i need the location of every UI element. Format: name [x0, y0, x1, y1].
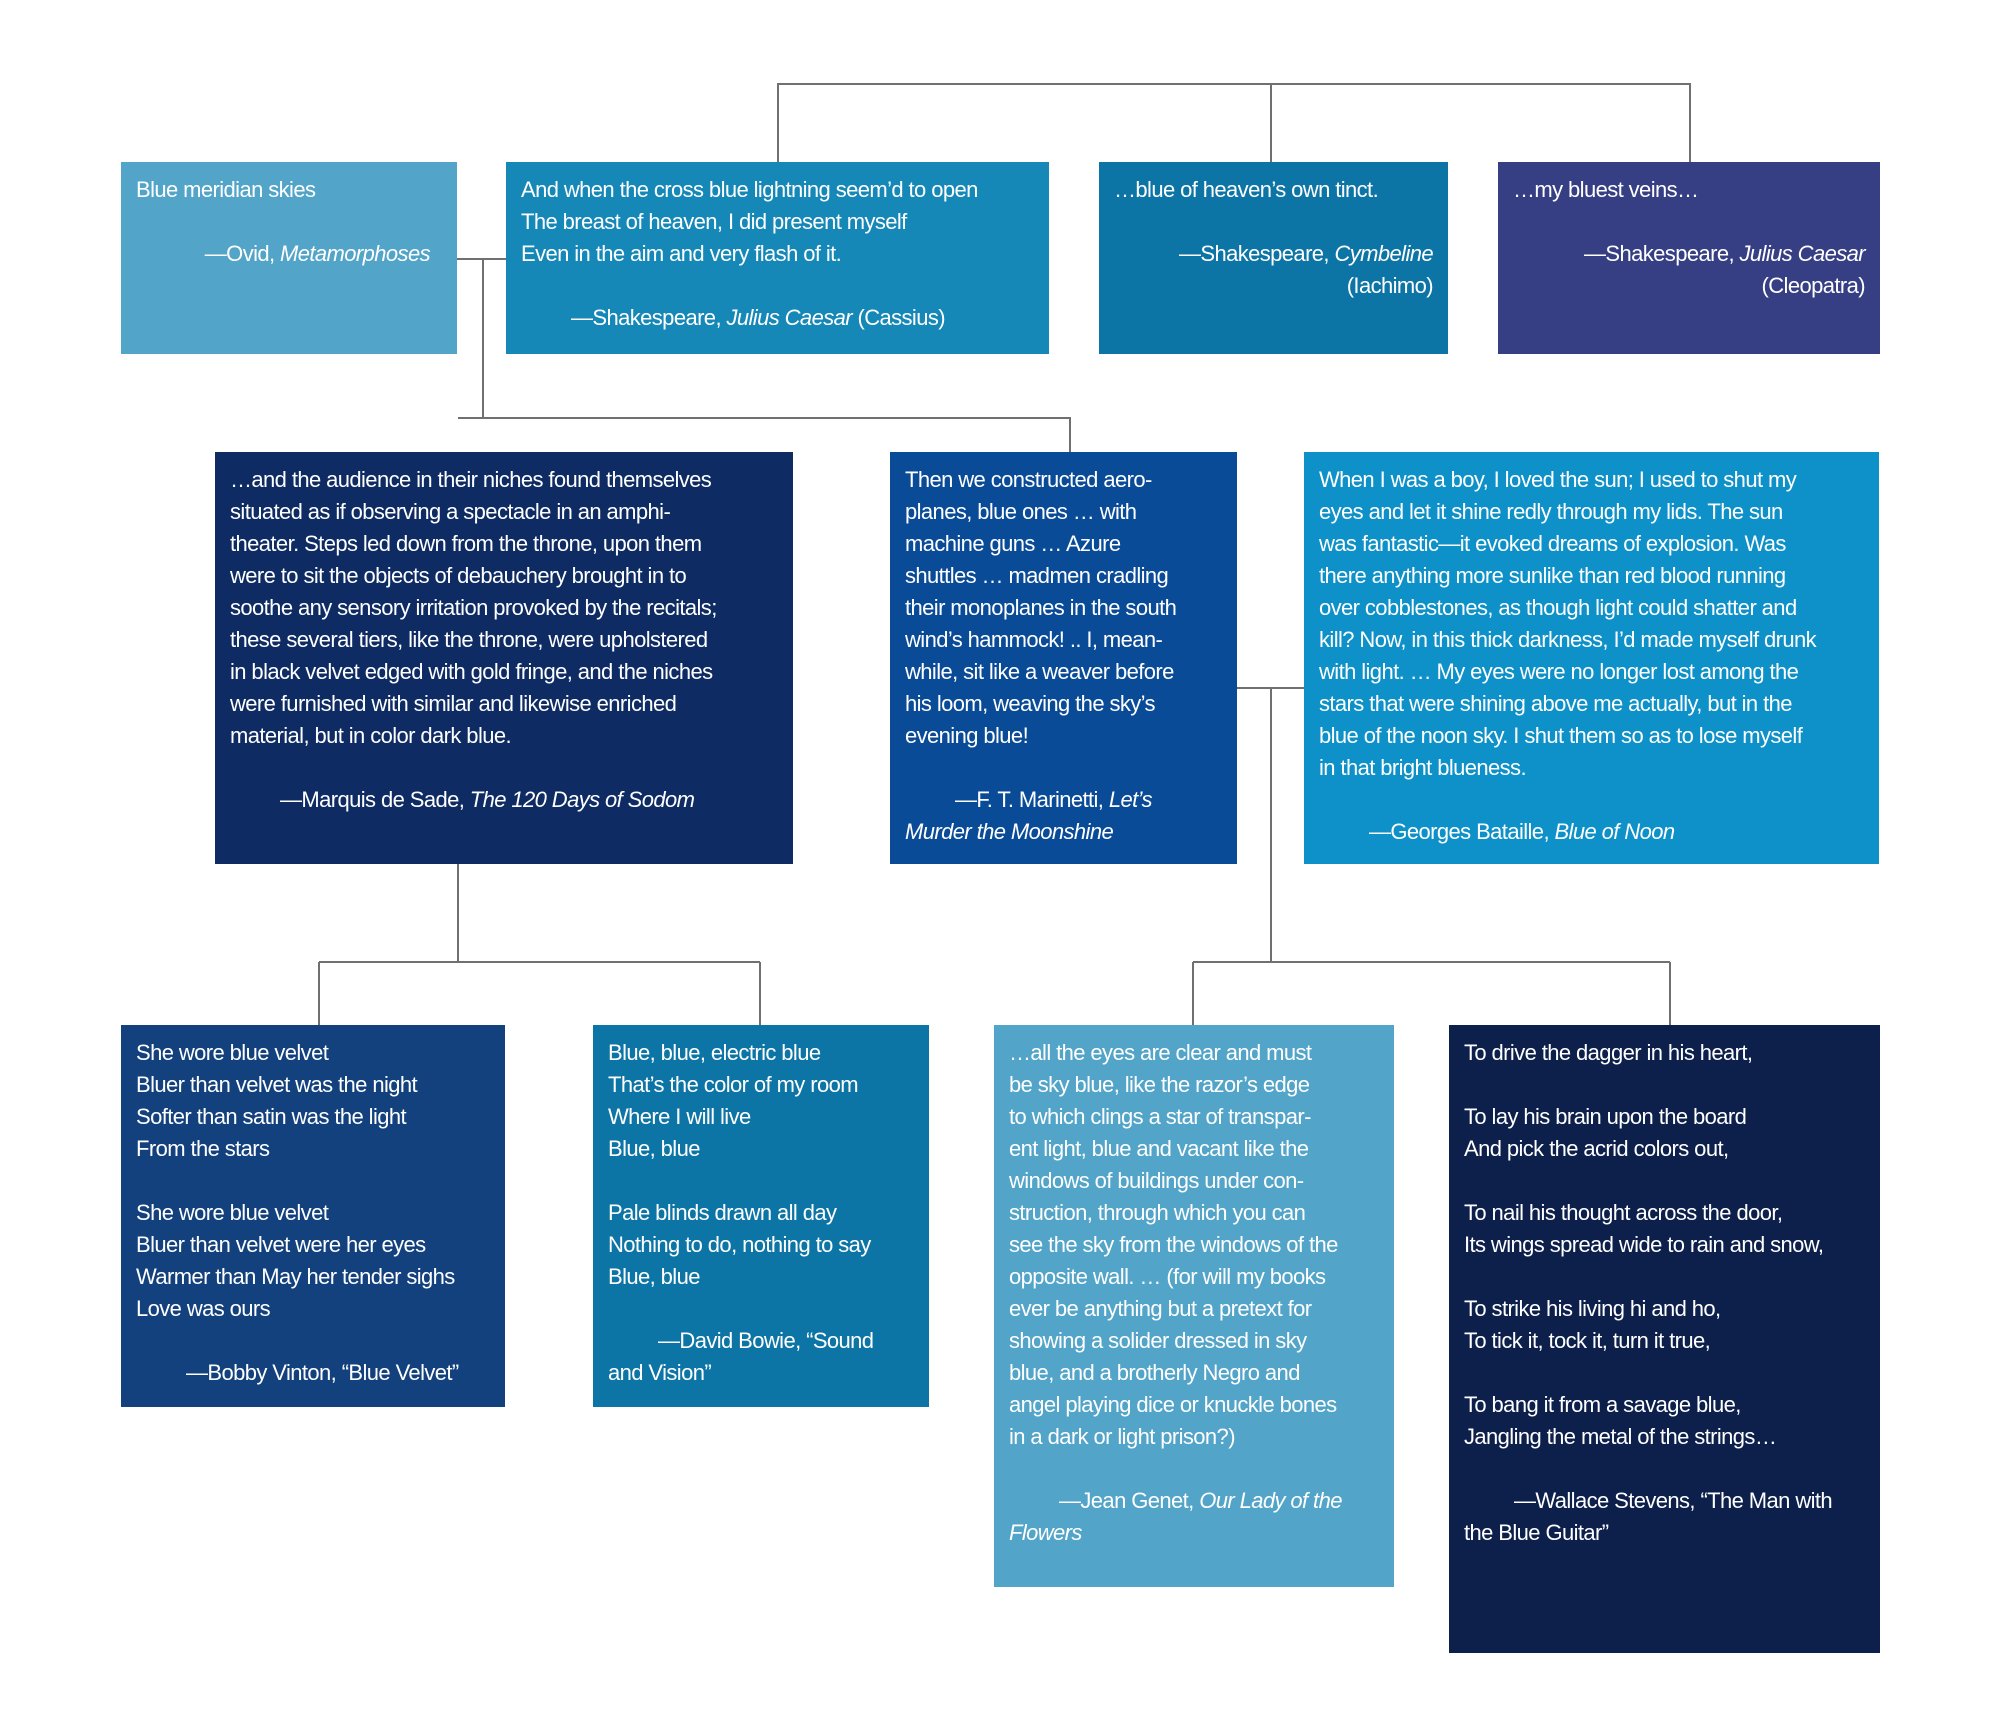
- quote-line: Blue, blue: [608, 1264, 700, 1289]
- quote-line: [1464, 1261, 1865, 1293]
- quote-line: there anything more sunlike than red blood running: [1319, 563, 1786, 588]
- attribution-continued: and Vision”: [608, 1360, 712, 1385]
- quote-line: To strike his living hi and ho,: [1464, 1296, 1721, 1321]
- quote-line: …my bluest veins…: [1513, 177, 1699, 202]
- quote-lines: [1114, 174, 1433, 206]
- quote-lines: [608, 1037, 914, 1293]
- quote-line: shuttles … madmen cradling: [905, 563, 1169, 588]
- quote-line: were to sit the objects of debauchery brought in to: [230, 563, 687, 588]
- quote-line: When I was a boy, I loved the sun; I used to shut my: [1319, 467, 1797, 492]
- quote-line: were furnished with similar and likewise enriched: [230, 691, 677, 716]
- quote-lines: [1513, 174, 1865, 206]
- quote-line: That’s the color of my room: [608, 1072, 858, 1097]
- quote-line: theater. Steps led down from the throne, upon them: [230, 531, 702, 556]
- quote-box-marinetti: [890, 452, 1237, 864]
- quote-box-vinton: [121, 1025, 505, 1407]
- quote-box-bataille: [1304, 452, 1879, 864]
- quote-box-genet: [994, 1025, 1394, 1587]
- quote-line: angel playing dice or knuckle bones: [1009, 1392, 1337, 1417]
- attribution: —David Bowie, “Sound: [658, 1328, 874, 1353]
- quote-box-julius-caesar-cassius: [506, 162, 1049, 354]
- quote-line: in that bright blueness.: [1319, 755, 1526, 780]
- quote-line: blue, and a brotherly Negro and: [1009, 1360, 1300, 1385]
- quote-line: To bang it from a savage blue,: [1464, 1392, 1741, 1417]
- quote-line: Blue meridian skies: [136, 177, 316, 202]
- attribution: —Marquis de Sade, The 120 Days of Sodom: [280, 787, 695, 812]
- attribution: —Georges Bataille, Blue of Noon: [1369, 819, 1675, 844]
- quote-lines: [1319, 464, 1864, 784]
- quote-line: [1464, 1069, 1865, 1101]
- quote-line: see the sky from the windows of the: [1009, 1232, 1338, 1257]
- quote-line: To lay his brain upon the board: [1464, 1104, 1747, 1129]
- connector-sade-bottom: [319, 864, 760, 1025]
- quote-line: Then we constructed aero-: [905, 467, 1152, 492]
- attribution: —Jean Genet, Our Lady of the: [1059, 1488, 1342, 1513]
- quote-box-sade: [215, 452, 793, 864]
- quote-line: in black velvet edged with gold fringe, and the niches: [230, 659, 713, 684]
- quote-lines: [1009, 1037, 1379, 1453]
- quote-line: Bluer than velvet were her eyes: [136, 1232, 426, 1257]
- quote-line: eyes and let it shine redly through my lids. The sun: [1319, 499, 1783, 524]
- quote-line: Love was ours: [136, 1296, 271, 1321]
- quote-line: Its wings spread wide to rain and snow,: [1464, 1232, 1824, 1257]
- quote-line: And when the cross blue lightning seem’d to open: [521, 177, 978, 202]
- quote-line: soothe any sensory irritation provoked by the recitals;: [230, 595, 717, 620]
- quote-line: To tick it, tock it, turn it true,: [1464, 1328, 1711, 1353]
- quote-line: To nail his thought across the door,: [1464, 1200, 1783, 1225]
- quote-line: wind’s hammock! .. I, mean-: [905, 627, 1163, 652]
- attribution-title-continued: Flowers: [1009, 1520, 1082, 1545]
- quote-line: windows of buildings under con-: [1009, 1168, 1304, 1193]
- quote-line: Bluer than velvet was the night: [136, 1072, 418, 1097]
- attribution-title-continued: Murder the Moonshine: [905, 819, 1114, 844]
- quote-line: their monoplanes in the south: [905, 595, 1177, 620]
- attribution: —Shakespeare, Cymbeline: [1178, 241, 1433, 266]
- quote-line: [1464, 1165, 1865, 1197]
- quote-line: material, but in color dark blue.: [230, 723, 512, 748]
- quote-line: …blue of heaven’s own tinct.: [1114, 177, 1379, 202]
- quote-line: ever be anything but a pretext for: [1009, 1296, 1312, 1321]
- quote-line: …and the audience in their niches found themselves: [230, 467, 712, 492]
- attribution: —Wallace Stevens, “The Man with: [1514, 1488, 1833, 1513]
- quote-line: Warmer than May her tender sighs: [136, 1264, 455, 1289]
- quote-line: opposite wall. … (for will my books: [1009, 1264, 1326, 1289]
- connector-top: [778, 84, 1690, 162]
- quote-line: Softer than satin was the light: [136, 1104, 407, 1129]
- quote-line: while, sit like a weaver before: [905, 659, 1174, 684]
- quote-line: with light. … My eyes were no longer lost among the: [1319, 659, 1799, 684]
- quote-line: …all the eyes are clear and must: [1009, 1040, 1312, 1065]
- attribution: —Shakespeare, Julius Caesar (Cassius): [571, 305, 945, 330]
- quote-line: She wore blue velvet: [136, 1040, 329, 1065]
- quote-lines: [521, 174, 1034, 270]
- quote-line: Where I will live: [608, 1104, 751, 1129]
- quote-line: over cobblestones, as though light could shatter and: [1319, 595, 1797, 620]
- quote-line: kill? Now, in this thick darkness, I’d made myself drunk: [1319, 627, 1817, 652]
- attribution-continued: the Blue Guitar”: [1464, 1520, 1609, 1545]
- attribution: —Bobby Vinton, “Blue Velvet”: [186, 1360, 459, 1385]
- quote-line: planes, blue ones … with: [905, 499, 1137, 524]
- quote-line: evening blue!: [905, 723, 1029, 748]
- quote-line: And pick the acrid colors out,: [1464, 1136, 1729, 1161]
- quote-lines: [1464, 1037, 1865, 1453]
- quote-box-julius-caesar-cleopatra: [1498, 162, 1880, 354]
- quote-box-bowie: [593, 1025, 929, 1407]
- attribution-character: (Cleopatra): [1761, 273, 1865, 298]
- quote-line: She wore blue velvet: [136, 1200, 329, 1225]
- quote-line: Pale blinds drawn all day: [608, 1200, 837, 1225]
- quote-line: Blue, blue: [608, 1136, 700, 1161]
- quote-line: Blue, blue, electric blue: [608, 1040, 821, 1065]
- quote-line: From the stars: [136, 1136, 270, 1161]
- quote-line: struction, through which you can: [1009, 1200, 1306, 1225]
- quote-line: The breast of heaven, I did present myself: [521, 209, 907, 234]
- quote-box-cymbeline: [1099, 162, 1448, 354]
- quote-line: To drive the dagger in his heart,: [1464, 1040, 1753, 1065]
- quote-lines: [230, 464, 778, 752]
- quote-box-ovid: [121, 162, 457, 354]
- quote-line: machine guns … Azure: [905, 531, 1121, 556]
- quote-line: situated as if observing a spectacle in an amphi-: [230, 499, 671, 524]
- quote-lines: [136, 174, 442, 206]
- attribution: —Shakespeare, Julius Caesar: [1584, 241, 1865, 266]
- attribution: —F. T. Marinetti, Let’s: [955, 787, 1152, 812]
- quote-box-stevens: [1449, 1025, 1880, 1653]
- quote-line: Nothing to do, nothing to say: [608, 1232, 871, 1257]
- quote-line: showing a solider dressed in sky: [1009, 1328, 1307, 1353]
- quote-line: Even in the aim and very flash of it.: [521, 241, 842, 266]
- attribution-character: (Iachimo): [1346, 273, 1433, 298]
- quote-line: was fantastic—it evoked dreams of explosion. Was: [1319, 531, 1786, 556]
- quote-line: stars that were shining above me actually, but in the: [1319, 691, 1792, 716]
- quote-line: blue of the noon sky. I shut them so as to lose myself: [1319, 723, 1803, 748]
- quote-line: be sky blue, like the razor’s edge: [1009, 1072, 1310, 1097]
- quote-line: his loom, weaving the sky’s: [905, 691, 1155, 716]
- quote-line: these several tiers, like the throne, were upholstered: [230, 627, 708, 652]
- quote-lines: [905, 464, 1222, 752]
- quote-line: ent light, blue and vacant like the: [1009, 1136, 1309, 1161]
- attribution: —Ovid, Metamorphoses: [204, 241, 430, 266]
- quote-line: in a dark or light prison?): [1009, 1424, 1235, 1449]
- quote-lines: [136, 1037, 490, 1325]
- quote-line: [136, 1165, 490, 1197]
- quote-line: [608, 1165, 914, 1197]
- quote-line: [1464, 1357, 1865, 1389]
- quote-line: to which clings a star of transpar-: [1009, 1104, 1311, 1129]
- quote-line: Jangling the metal of the strings…: [1464, 1424, 1777, 1449]
